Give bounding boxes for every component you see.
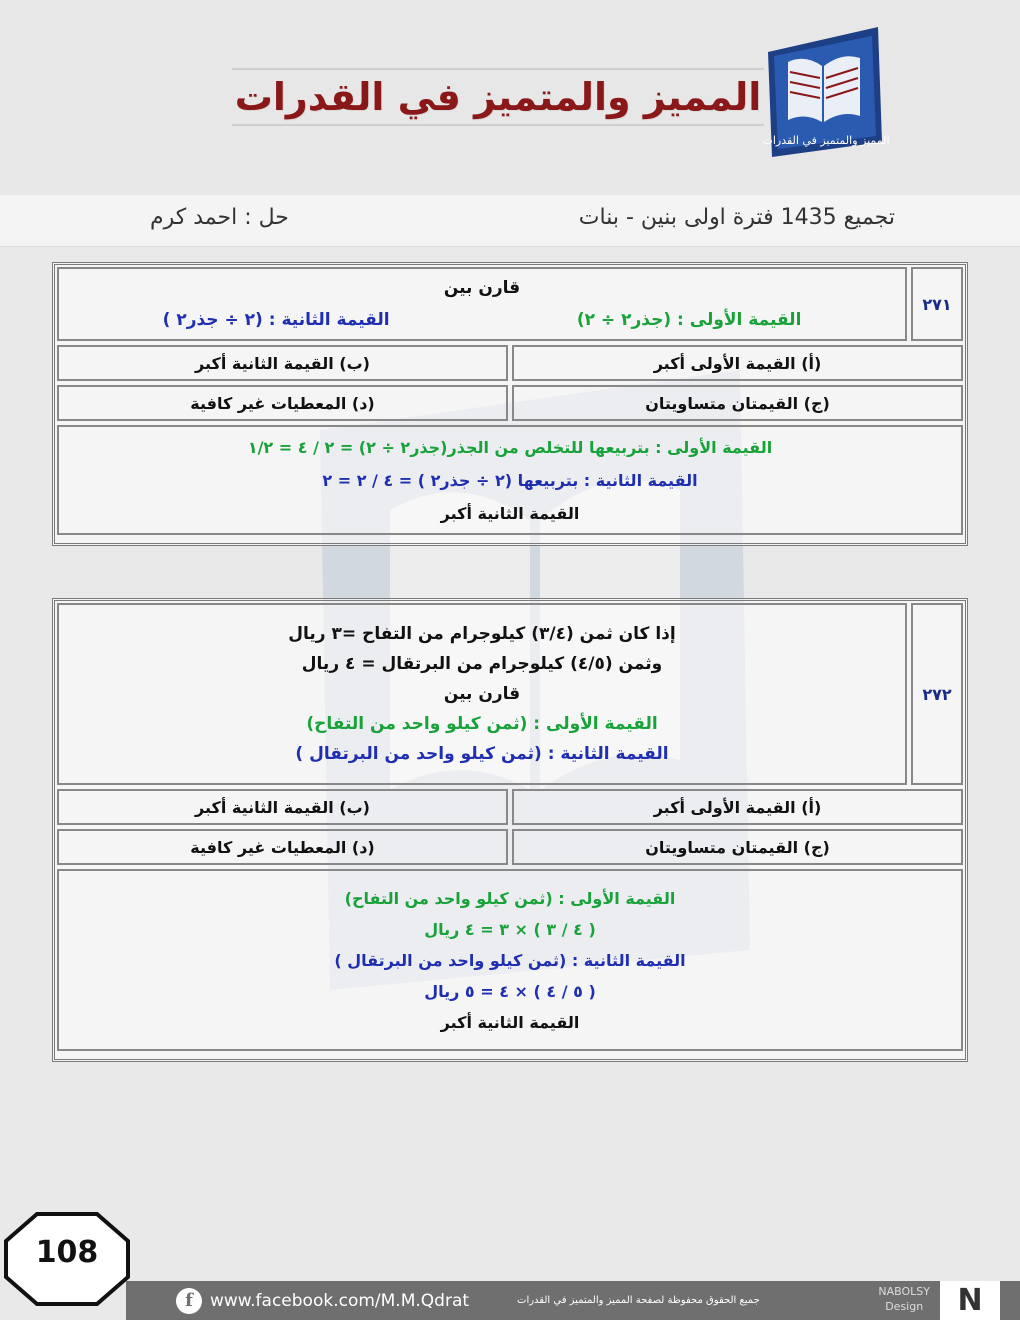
brand-line: Design xyxy=(885,1300,924,1313)
solution-line: القيمة الأولى : بتربيعها للتخلص من الجذر(جذر٢ ÷ ٢) = ٢ / ٤ = ١/٢ xyxy=(247,437,773,457)
solution xyxy=(57,869,963,1051)
rights-notice: جميع الحقوق محفوظة لصفحة المميز والمتميز في القدرات xyxy=(517,1295,760,1306)
options-row-2 xyxy=(55,827,965,867)
question-stem xyxy=(57,603,907,785)
solution-line: القيمة الثانية : (ثمن كيلو واحد من البرتقال ) xyxy=(334,950,686,970)
brand-mark: N xyxy=(940,1281,1000,1320)
option-c[interactable]: (ج) القيمتان متساويتان xyxy=(512,829,963,865)
solution-answer: القيمة الثانية أكبر xyxy=(440,1012,580,1032)
page-footer xyxy=(126,1281,1020,1320)
option-a[interactable]: (أ) القيمة الأولى أكبر xyxy=(512,345,963,381)
question-number: ٢٧١ xyxy=(911,267,963,341)
facebook-link[interactable]: www.facebook.com/M.M.Qdrat xyxy=(210,1290,470,1311)
value-two: القيمة الثانية : (ثمن كيلو واحد من البرتقال ) xyxy=(295,744,669,764)
solution-line: ( ٤ / ٣ ) × ٣ = ٤ ريال xyxy=(424,919,596,939)
option-d[interactable]: (د) المعطيات غير كافية xyxy=(57,829,508,865)
option-d[interactable]: (د) المعطيات غير كافية xyxy=(57,385,508,421)
collection-label: تجميع 1435 فترة اولى بنين - بنات xyxy=(578,205,895,230)
logo-text: المميز والمتميز في القدرات xyxy=(762,134,890,147)
page-number: 108 xyxy=(35,1235,99,1270)
value-two: القيمة الثانية : (٢ ÷ جذر٢ ) xyxy=(162,310,390,330)
title-banner xyxy=(232,68,764,126)
page-title: المميز والمتميز في القدرات xyxy=(234,75,762,119)
option-c[interactable]: (ج) القيمتان متساويتان xyxy=(512,385,963,421)
value-one: القيمة الأولى : (ثمن كيلو واحد من التفاح) xyxy=(306,714,658,734)
option-b[interactable]: (ب) القيمة الثانية أكبر xyxy=(57,345,508,381)
options-row-1 xyxy=(55,343,965,383)
subheader-bar xyxy=(0,195,1020,247)
solver-credit: حل : احمد كرم xyxy=(150,205,289,230)
solution-line: ( ٥ / ٤ ) × ٤ = ٥ ريال xyxy=(424,981,596,1001)
option-b[interactable]: (ب) القيمة الثانية أكبر xyxy=(57,789,508,825)
option-a[interactable]: (أ) القيمة الأولى أكبر xyxy=(512,789,963,825)
compare-values xyxy=(69,310,895,330)
question-stem xyxy=(57,267,907,341)
stem-line: إذا كان ثمن (٣/٤) كيلوجرام من التفاح =٣ ريال xyxy=(288,624,676,644)
facebook-icon: f xyxy=(176,1288,202,1314)
stem-compare: قارن بين xyxy=(443,684,521,704)
designer-brand xyxy=(878,1284,930,1314)
page-header xyxy=(0,0,1020,195)
options-row-2 xyxy=(55,383,965,423)
options-row-1 xyxy=(55,787,965,827)
brand-line: NABOLSY xyxy=(878,1285,930,1298)
question-271 xyxy=(52,262,968,546)
question-number: ٢٧٢ xyxy=(911,603,963,785)
book-logo-icon xyxy=(760,22,890,162)
stem-compare: قارن بين xyxy=(443,278,521,298)
solution-line: القيمة الأولى : (ثمن كيلو واحد من التفاح) xyxy=(344,888,676,908)
stem-line: وثمن (٤/٥) كيلوجرام من البرتقال = ٤ ريال xyxy=(301,654,663,674)
value-one: القيمة الأولى : (جذر٢ ÷ ٢) xyxy=(576,310,802,330)
solution-line: القيمة الثانية : بتربيعها (٢ ÷ جذر٢ ) = ٤ / ٢ = ٢ xyxy=(322,470,698,490)
question-272 xyxy=(52,598,968,1062)
solution xyxy=(57,425,963,535)
solution-answer: القيمة الثانية أكبر xyxy=(440,503,580,523)
